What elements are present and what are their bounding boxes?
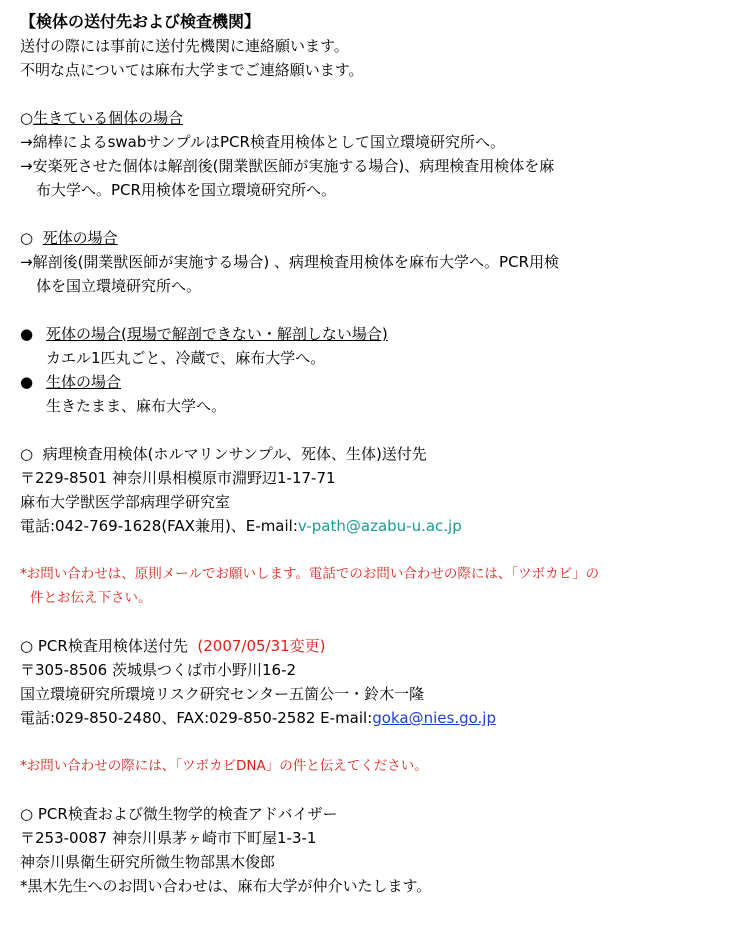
advisor-heading-text: PCR検査および微生物学的検査アドバイザー: [37, 805, 338, 823]
intro-line-1: 送付の際には事前に送付先機関に連絡願います。: [20, 37, 349, 55]
pathology-phone: 電話:042-769-1628(FAX兼用)、E-mail:: [20, 517, 298, 535]
document: [20, 10, 720, 898]
dead-heading-text: 死体の場合: [42, 229, 118, 247]
pcr-heading: [20, 634, 720, 658]
circle-mark: ○: [20, 637, 34, 655]
pathology-note-a: *お問い合わせは、原則メールでお願いします。電話でのお問い合わせの際には、「ツボカビ」の: [20, 566, 600, 582]
dead-line-1a: →解剖後(開業獣医師が実施する場合) 、病理検査用検体を麻布大学へ。PCR用検: [20, 253, 559, 271]
pcr-org: 国立環境研究所環境リスク研究センター五箇公一・鈴木一隆: [20, 685, 425, 703]
advisor-org: 神奈川県衛生研究所微生物部黒木俊郎: [20, 853, 276, 871]
pcr-note: *お問い合わせの際には、「ツボカビDNA」の件と伝えてください。: [20, 758, 428, 774]
bullet-mark: ●: [20, 373, 34, 391]
dead-nodissect-heading-text: 死体の場合(現場で解剖できない・解剖しない場合): [46, 325, 388, 343]
living-line-2b: 布大学へ。PCR用検体を国立環境研究所へ。: [36, 181, 336, 199]
circle-mark: ○: [20, 805, 34, 823]
pathology-note-b: 件とお伝え下さい。: [30, 590, 152, 606]
dead-nodissect-heading: [20, 322, 720, 346]
circle-mark: ○: [20, 445, 34, 463]
pathology-contact: [20, 514, 720, 538]
alive-text: 生きたまま、麻布大学へ。: [46, 397, 227, 415]
dead-nodissect-text: カエル1匹丸ごと、冷蔵で、麻布大学へ。: [46, 349, 326, 367]
living-heading: [20, 106, 720, 130]
alive-heading: [20, 370, 720, 394]
living-line-1: →綿棒によるswabサンプルはPCR検査用検体として国立環境研究所へ。: [20, 133, 505, 151]
bullet-mark: ●: [20, 325, 34, 343]
advisor-heading: [20, 802, 720, 826]
pathology-email-link[interactable]: v-path@azabu-u.ac.jp: [297, 517, 462, 535]
living-line-2a: →安楽死させた個体は解剖後(開業獣医師が実施する場合)、病理検査用検体を麻: [20, 157, 555, 175]
living-heading-text: 生きている個体の場合: [33, 109, 184, 127]
pathology-heading-text: 病理検査用検体(ホルマリンサンプル、死体、生体)送付先: [42, 445, 427, 463]
page-title: 【検体の送付先および検査機関】: [20, 12, 261, 31]
pathology-org: 麻布大学獣医学部病理学研究室: [20, 493, 231, 511]
pcr-contact: [20, 706, 720, 730]
alive-heading-text: 生体の場合: [46, 373, 122, 391]
pcr-phone: 電話:029-850-2480、FAX:029-850-2582 E-mail:: [20, 709, 373, 727]
pcr-heading-text: PCR検査用検体送付先: [37, 637, 188, 655]
pcr-changed-date: (2007/05/31変更): [197, 637, 326, 655]
advisor-note: *黒木先生へのお問い合わせは、麻布大学が仲介いたします。: [20, 877, 432, 895]
dead-heading: [20, 226, 720, 250]
pcr-address: 〒305-8506 茨城県つくば市小野川16-2: [20, 661, 297, 679]
pathology-heading: [20, 442, 720, 466]
circle-mark: ○: [20, 109, 34, 127]
advisor-address: 〒253-0087 神奈川県茅ヶ崎市下町屋1-3-1: [20, 829, 317, 847]
dead-line-1b: 体を国立環境研究所へ。: [36, 277, 202, 295]
pathology-address: 〒229-8501 神奈川県相模原市淵野辺1-17-71: [20, 469, 336, 487]
pcr-email-link[interactable]: goka@nies.go.jp: [372, 709, 496, 727]
circle-mark: ○: [20, 229, 34, 247]
intro-line-2: 不明な点については麻布大学までご連絡願います。: [20, 61, 364, 79]
